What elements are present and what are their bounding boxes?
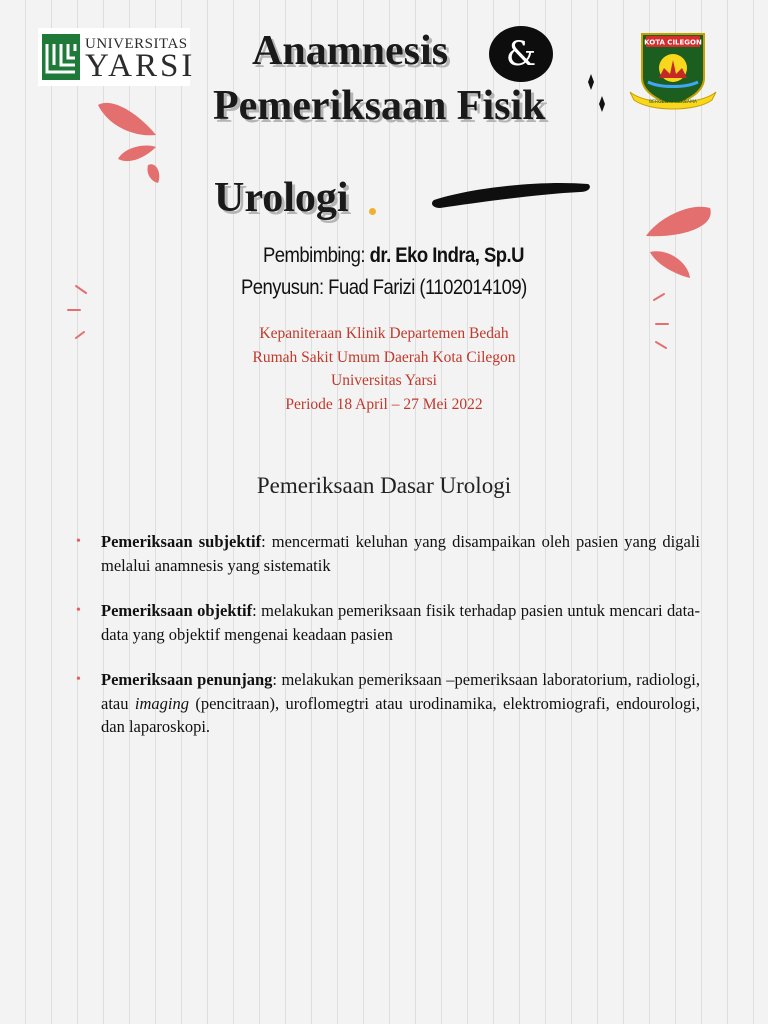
pembimbing-line xyxy=(263,244,524,268)
bullet-term: Pemeriksaan penunjang xyxy=(101,670,273,689)
title-accent-dot xyxy=(369,208,376,215)
bullet-text: : melakukan pemeriksaan fisik terhadap pasien untuk mencari data-data yang objektif mengenai keadaan pasien xyxy=(101,601,700,644)
decorative-brush-stroke xyxy=(430,176,595,216)
logo-text-universitas: UNIVERSITAS xyxy=(85,36,188,52)
bullet-icon: • xyxy=(76,672,81,687)
list-item xyxy=(76,599,700,646)
kota-cilegon-emblem xyxy=(626,30,720,112)
bullet-icon: • xyxy=(76,603,81,618)
title-line-3: Urologi xyxy=(214,175,349,221)
list-item xyxy=(76,668,700,739)
info-line-department: Kepaniteraan Klinik Departemen Bedah xyxy=(259,325,509,342)
bullet-term: Pemeriksaan subjektif xyxy=(101,532,262,551)
section-title: Pemeriksaan Dasar Urologi xyxy=(256,473,512,498)
emblem-banner-text: KOTA CILEGON xyxy=(644,38,702,47)
info-line-university: Universitas Yarsi xyxy=(331,372,437,389)
title-line-1: Anamnesis xyxy=(252,28,449,74)
bullet-italic: imaging xyxy=(134,693,189,713)
ampersand-badge: & xyxy=(489,26,553,82)
logo-text-yarsi: YARSI xyxy=(85,48,196,84)
bullet-icon: • xyxy=(76,534,81,549)
yarsi-emblem-icon xyxy=(42,34,80,80)
decorative-sparkles xyxy=(584,72,610,118)
info-line-hospital: Rumah Sakit Umum Daerah Kota Cilegon xyxy=(252,348,516,366)
bullet-text: (pencitraan), uroflomegtri atau urodinamika, elektromiografi, endourologi, dan laparoskopi. xyxy=(101,693,701,736)
bullet-term: Pemeriksaan objektif xyxy=(101,601,253,620)
decorative-splash-left xyxy=(90,95,170,190)
decorative-splash-right xyxy=(640,200,720,285)
penyusun-line: Penyusun: Fuad Farizi (1102014109) xyxy=(241,276,527,299)
title-line-2: Pemeriksaan Fisik xyxy=(213,83,546,129)
pembimbing-name: dr. Eko Indra, Sp.U xyxy=(369,244,524,267)
info-block xyxy=(0,322,768,416)
bullet-text: : melakukan pemeriksaan –pemeriksaan laboratorium, radiologi, atau xyxy=(101,670,700,713)
list-item xyxy=(76,530,700,577)
pembimbing-label: Pembimbing: xyxy=(263,244,366,267)
universitas-yarsi-logo xyxy=(38,28,196,86)
bullet-text: : mencermati keluhan yang disampaikan oleh pasien yang digali melalui anamnesis yang sistematik xyxy=(101,532,701,575)
bullet-list xyxy=(76,530,700,761)
info-line-period: Periode 18 April – 27 Mei 2022 xyxy=(285,395,483,413)
emblem-motto-text: BERGERAK BERSAMA xyxy=(649,100,697,105)
